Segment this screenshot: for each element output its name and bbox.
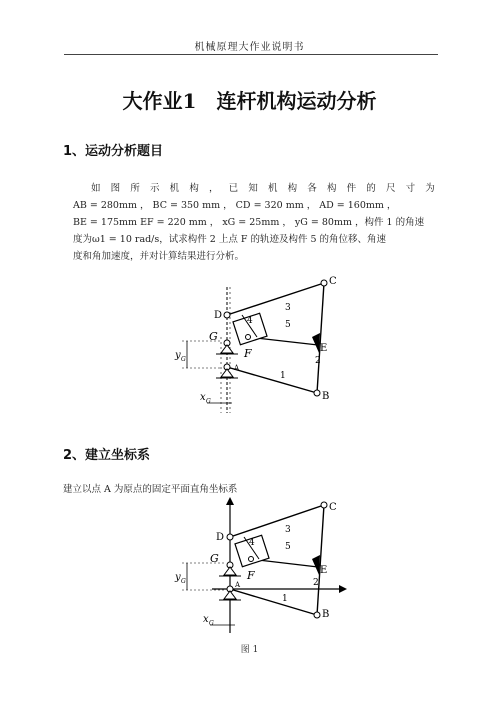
link-1 xyxy=(227,367,317,393)
label-link-3-b: 3 xyxy=(285,525,291,535)
label-link-3: 3 xyxy=(285,303,291,313)
label-d: D xyxy=(214,310,223,321)
label-b-b: B xyxy=(322,609,330,620)
label-c-b: C xyxy=(329,502,337,513)
label-e-b: E xyxy=(320,565,328,576)
ground-support-a-b xyxy=(224,591,236,599)
link-1b xyxy=(230,589,317,615)
label-a: A xyxy=(234,364,240,372)
joint-f xyxy=(246,335,251,340)
label-xg-sub-b: G xyxy=(209,620,214,627)
joint-b xyxy=(314,390,320,396)
label-d-b: D xyxy=(216,532,225,543)
label-c: C xyxy=(329,276,337,287)
joint-c-b xyxy=(321,502,327,508)
coordinate-line: 建立以点 A 为原点的固定平面直角坐标系 xyxy=(63,484,238,495)
label-link-4-b: 4 xyxy=(249,538,255,548)
label-e: E xyxy=(320,343,328,354)
ground-support-g-b xyxy=(224,567,236,575)
ground-support-g xyxy=(221,345,233,353)
point-e-marker-b xyxy=(312,555,320,575)
mechanism-figure-1 xyxy=(172,275,347,415)
label-yg-b: y xyxy=(175,572,181,583)
label-yg: y xyxy=(175,350,181,361)
joint-d xyxy=(224,312,230,318)
label-b: B xyxy=(322,391,330,402)
label-g-b: G xyxy=(210,552,219,565)
header-rule xyxy=(64,54,438,55)
label-a-b: A xyxy=(235,581,241,589)
ground-support-a xyxy=(221,369,233,377)
coordinate-text xyxy=(63,481,427,498)
mechanism-figure-2 xyxy=(172,497,347,637)
label-f: F xyxy=(244,347,252,360)
label-xg: x xyxy=(200,392,206,403)
problem-line-1: 如 图 所 示 机 构 ， 已 知 机 构 各 构 件 的 尺 寸 为 xyxy=(91,183,437,194)
label-xg-sub: G xyxy=(206,398,211,405)
label-f-b: F xyxy=(247,569,255,582)
label-yg-sub: G xyxy=(181,356,186,363)
link-3b xyxy=(230,505,324,537)
joint-b-b xyxy=(314,612,320,618)
label-link-1-b: 1 xyxy=(282,594,288,604)
point-e-marker xyxy=(312,333,320,353)
problem-line-5: 度和角加速度，并对计算结果进行分析。 xyxy=(73,251,245,262)
label-g: G xyxy=(209,330,218,343)
x-axis-arrow xyxy=(339,585,347,593)
joint-f-b xyxy=(249,557,254,562)
section-heading-2: 2、建立坐标系 xyxy=(63,448,151,463)
problem-line-3: BE = 175mm EF = 220 mm ， xG = 25mm ， yG = 80mm ，构件 1 的角速 xyxy=(73,217,425,228)
figure-caption: 图 1 xyxy=(240,645,259,655)
problem-statement xyxy=(73,180,437,265)
label-link-2-b: 2 xyxy=(313,578,319,588)
y-axis-arrow xyxy=(226,497,234,505)
section-heading-1: 1、运动分析题目 xyxy=(63,144,164,159)
page-title: 大作业1 连杆机构运动分析 xyxy=(122,89,377,113)
running-header: 机械原理大作业说明书 xyxy=(194,42,305,53)
joint-c xyxy=(321,280,327,286)
label-link-2: 2 xyxy=(315,356,321,366)
joint-d-b xyxy=(227,534,233,540)
problem-line-2: AB = 280mm ， BC = 350 mm ， CD = 320 mm ， AD = 160mm ， xyxy=(73,200,397,211)
label-link-1: 1 xyxy=(280,371,286,381)
label-xg-b: x xyxy=(203,614,209,625)
label-link-5-b: 5 xyxy=(285,542,291,552)
label-yg-sub-b: G xyxy=(181,578,186,585)
label-link-5: 5 xyxy=(285,320,291,330)
link-3 xyxy=(227,283,324,315)
problem-line-4: 度为ω1 = 10 rad/s，试求构件 2 上点 F 的轨迹及构件 5 的角位移、角速 xyxy=(73,234,387,245)
label-link-4: 4 xyxy=(247,316,253,326)
